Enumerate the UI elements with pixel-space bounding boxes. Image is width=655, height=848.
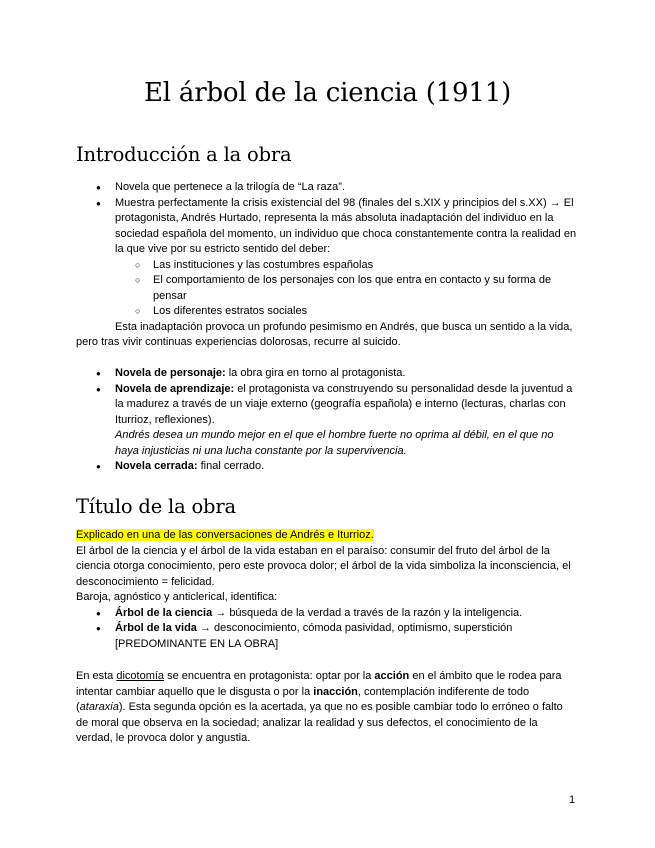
intro-section [76,180,577,351]
list-item: ● Árbol de la vida → desconocimiento, cómoda pasividad, optimismo, superstición [PREDOMINANTE EN LA OBRA] [76,621,577,652]
sub-list-item: ○ El comportamiento de los personajes con los que entra en contacto y su forma de pensar [76,273,577,304]
title-section [76,528,577,652]
features-list [76,366,577,475]
list-item: ● Árbol de la ciencia → búsqueda de la verdad a través de la razón y la inteligencia. [76,606,577,622]
list-item: ● Muestra perfectamente la crisis existencial del 98 (finales del s.XIX y principios del s.XX) → El protagonista, Andrés Hurtado, representa la más absoluta inadaptación del individuo en la sociedad española del momento, un individuo que choca constantemente contra la realidad en la que vive por su estricto sentido del deber: ○ Las instituciones y las costumbres españolas ○ El comportamiento de los personajes con los que entra en contacto y su forma de pensar ○ Los diferentes estratos sociales [76,196,577,320]
intro-heading: Introducción a la obra [76,143,292,166]
trees-list [76,606,577,653]
document-title: El árbol de la ciencia (1911) [143,78,512,108]
highlighted-note: Explicado en una de las conversaciones de Andrés e Iturrioz. [76,529,374,541]
list-item: ● Novela cerrada: final cerrado. [76,459,577,475]
novel-features [76,366,577,475]
intro-list [76,180,577,320]
title-paragraph: Baroja, agnóstico y anticlerical, identifica: [76,591,278,603]
list-item: ● Novela de aprendizaje: el protagonista va construyendo su personalidad desde la juventud a la madurez a través de un viaje externo (geografía española) e interno (lecturas, charlas con Iturrioz, reflexiones). Andrés desea un mundo mejor en el que el hombre fuerte no oprima al débil, en el que no haya injusticias ni una lucha constante por la supervivencia. [76,382,577,460]
sub-list-item: ○ Las instituciones y las costumbres españolas [76,258,577,274]
title-paragraph: El árbol de la ciencia y el árbol de la vida estaban en el paraíso: consumir del fruto del árbol de la ciencia otorga conocimiento, pero este provoca dolor; el árbol de la vida simboliza la inconsciencia, el desconocimiento = felicidad. [76,544,571,588]
final-paragraph: En esta dicotomía se encuentra en protagonista: optar por la acción en el ámbito que le rodea para intentar cambiar aquello que le disgusta o por la inacción, contemplación indiferente de todo (ataraxia). Esta segunda opción es la acertada, ya que no es posible cambiar todo lo erróneo o falto de moral que observa en la sociedad; analizar la realidad y sus defectos, el conocimiento de la verdad, le provoca dolor y angustia. [76,670,563,744]
sub-list-item: ○ Los diferentes estratos sociales [76,304,577,320]
title-heading: Título de la obra [76,495,236,518]
quote: Andrés desea un mundo mejor en el que el hombre fuerte no oprima al débil, en el que no haya injusticias ni una lucha constante por la supervivencia. [115,429,554,457]
sub-list [76,258,577,320]
page-number: 1 [569,794,576,806]
list-item: ● Novela que pertenece a la trilogía de “La raza”. [76,180,577,196]
list-item: ● Novela de personaje: la obra gira en torno al protagonista. [76,366,577,382]
intro-paragraph: Esta inadaptación provoca un profundo pesimismo en Andrés, que busca un sentido a la vida, pero tras vivir continuas experiencias dolorosas, recurre al suicido. [76,320,573,348]
